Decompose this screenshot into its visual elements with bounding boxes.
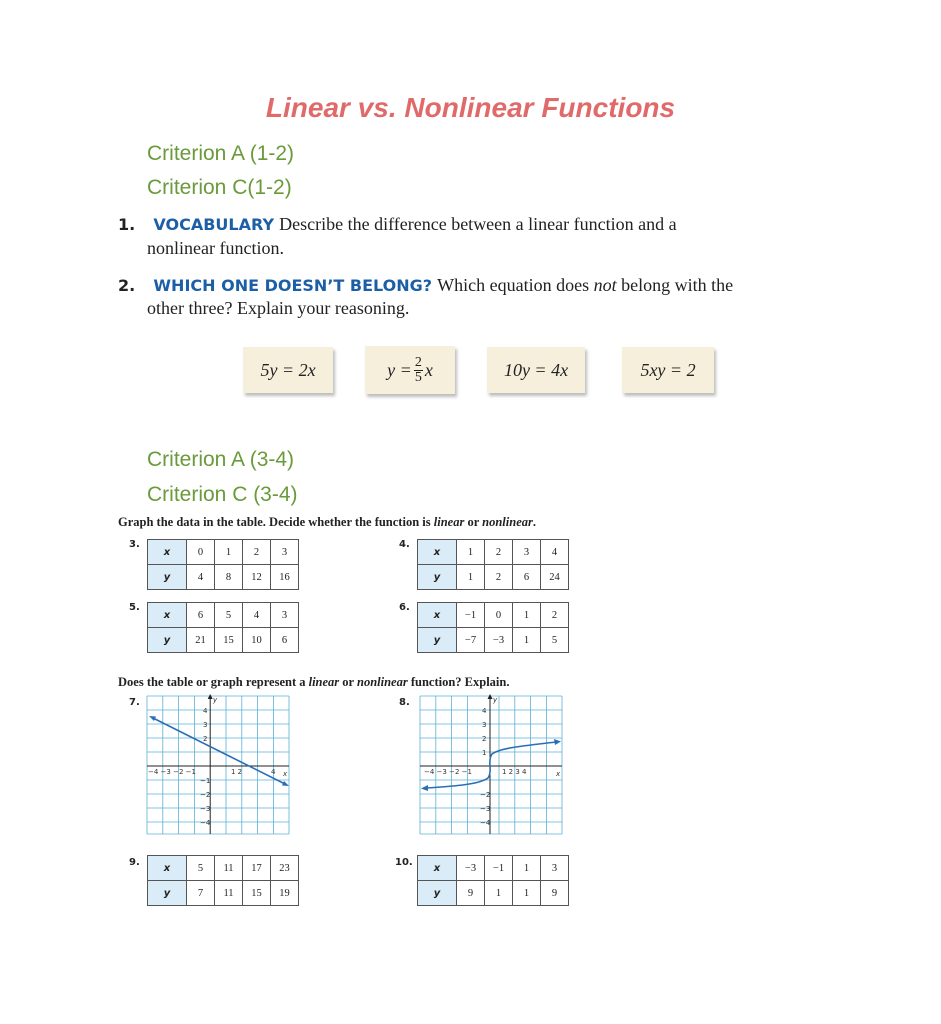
table-cell: 4: [187, 565, 215, 590]
table-cell: 2: [541, 603, 569, 628]
table-row-y: [418, 628, 569, 653]
problem-number: 7.: [129, 697, 140, 708]
table-cell: 3: [271, 603, 299, 628]
question-2-text-line2: other three? Explain your reasoning.: [147, 298, 410, 318]
table-cell: −1: [485, 856, 513, 881]
table-cell: 1: [457, 565, 485, 590]
page-title: Linear vs. Nonlinear Functions: [265, 92, 676, 123]
table-header: y: [418, 628, 457, 653]
table-cell: 1: [513, 881, 541, 906]
table-cell: 6: [187, 603, 215, 628]
table-cell: 17: [243, 856, 271, 881]
table-row-y: [148, 628, 299, 653]
table-cell: 1: [215, 540, 243, 565]
instruction-text: function? Explain.: [407, 675, 510, 689]
problem-number: 4.: [399, 539, 410, 550]
instruction-text: Does the table or graph represent a: [118, 675, 309, 689]
question-text: Describe the difference between a linear function and a: [279, 214, 677, 234]
equation-box-1: [243, 347, 333, 393]
table-row-x: [148, 540, 299, 565]
y-axis-arrow-icon: [208, 694, 213, 699]
table-cell: 1: [457, 540, 485, 565]
instruction-emphasis: nonlinear: [482, 515, 533, 529]
y-tick-label: −4: [480, 819, 491, 827]
y-tick-label: −3: [480, 805, 491, 813]
problem-number: 3.: [129, 539, 140, 550]
fraction-numerator: 2: [414, 354, 422, 370]
problem-number: 5.: [129, 602, 140, 613]
graph-8: [418, 694, 564, 836]
table-row-x: [148, 856, 299, 881]
xy-table-4: [417, 539, 569, 590]
y-tick-label: 1: [482, 749, 487, 757]
x-tick-labels-positive: 1 2 3 4: [502, 768, 527, 776]
table-cell: −3: [457, 856, 485, 881]
criterion-a-label: Criterion A (1-2): [147, 142, 295, 165]
x-tick-label-end: 4: [271, 768, 276, 776]
problem-number: 9.: [129, 857, 140, 868]
y-tick-label: −1: [200, 777, 211, 785]
table-header: x: [148, 540, 187, 565]
axis-label-x: x: [283, 770, 288, 778]
table-cell: 16: [271, 565, 299, 590]
criterion-c-label-2: Criterion C (3-4): [147, 483, 298, 506]
table-cell: 1: [485, 881, 513, 906]
axis-label-y: y: [213, 696, 218, 704]
instruction-graph-data: [118, 515, 536, 530]
question-heading: WHICH ONE DOESN’T BELONG?: [153, 276, 433, 295]
instruction-emphasis: nonlinear: [357, 675, 408, 689]
instruction-text: or: [464, 515, 483, 529]
fraction-denominator: 5: [414, 369, 422, 385]
table-row-y: [418, 881, 569, 906]
table-header: x: [148, 856, 187, 881]
xy-table-5: [147, 602, 299, 653]
equation-lhs: y =: [387, 359, 412, 380]
question-number: 2.: [118, 276, 136, 295]
x-tick-labels-negative: −4 −3 −2 −1: [148, 768, 196, 776]
question-text-emphasis: not: [593, 275, 617, 295]
grid-lines: [420, 696, 562, 834]
xy-table-6: [417, 602, 569, 653]
y-tick-label: 4: [482, 707, 487, 715]
table-row-x: [418, 540, 569, 565]
table-cell: 1: [513, 856, 541, 881]
equation-text: 10y = 4x: [503, 359, 569, 380]
table-cell: 11: [215, 856, 243, 881]
graph-7: [145, 694, 291, 836]
table-cell: 23: [271, 856, 299, 881]
equation-box-2: [365, 346, 455, 394]
table-row-x: [418, 856, 569, 881]
table-cell: 7: [187, 881, 215, 906]
xy-table-3: [147, 539, 299, 590]
table-cell: −3: [485, 628, 513, 653]
table-cell: 0: [187, 540, 215, 565]
table-cell: 5: [187, 856, 215, 881]
table-cell: 2: [485, 540, 513, 565]
question-text: Which equation does: [437, 275, 594, 295]
problem-number: 10.: [395, 857, 413, 868]
question-2: [118, 275, 818, 296]
equation-box-3: [487, 347, 585, 393]
table-row-y: [418, 565, 569, 590]
table-cell: 24: [541, 565, 569, 590]
equation-box-4: [622, 347, 714, 393]
x-tick-labels-positive: 1 2: [231, 768, 243, 776]
problem-number: 8.: [399, 697, 410, 708]
table-cell: 4: [243, 603, 271, 628]
table-cell: 5: [215, 603, 243, 628]
y-axis-arrow-icon: [488, 694, 493, 699]
fraction: [414, 356, 423, 385]
axis-label-x: x: [556, 770, 561, 778]
table-cell: 1: [513, 603, 541, 628]
y-tick-label: 3: [203, 721, 208, 729]
line-arrow-right-icon: [282, 781, 289, 786]
xy-table-9: [147, 855, 299, 906]
question-1: [118, 214, 798, 235]
table-cell: 9: [457, 881, 485, 906]
table-cell: 21: [187, 628, 215, 653]
table-row-x: [418, 603, 569, 628]
table-row-y: [148, 881, 299, 906]
y-tick-label: −3: [200, 805, 211, 813]
y-tick-label: 4: [203, 707, 208, 715]
y-tick-label: −4: [200, 819, 211, 827]
table-header: x: [418, 603, 457, 628]
instruction-emphasis: linear: [433, 515, 465, 529]
table-cell: −7: [457, 628, 485, 653]
table-cell: 10: [243, 628, 271, 653]
instruction-text: .: [532, 515, 536, 529]
function-curve: [426, 742, 556, 788]
table-cell: 15: [215, 628, 243, 653]
table-header: y: [418, 881, 457, 906]
problem-number: 6.: [399, 602, 410, 613]
table-cell: 12: [243, 565, 271, 590]
axes: [420, 698, 562, 834]
y-tick-label: 2: [482, 735, 487, 743]
table-cell: 0: [485, 603, 513, 628]
table-cell: 2: [485, 565, 513, 590]
table-cell: 9: [541, 881, 569, 906]
table-header: y: [148, 628, 187, 653]
equation-text: 5xy = 2: [640, 359, 696, 380]
table-cell: 3: [541, 856, 569, 881]
table-row-y: [148, 565, 299, 590]
table-header: x: [418, 856, 457, 881]
equation-var: x: [424, 359, 433, 380]
instruction-text: Graph the data in the table. Decide whether the function is: [118, 515, 434, 529]
criterion-a-label-2: Criterion A (3-4): [147, 448, 295, 471]
question-heading: VOCABULARY: [153, 215, 275, 234]
axes: [147, 698, 289, 834]
line-arrow-left-icon: [149, 716, 156, 721]
equation-text: 5y = 2x: [260, 359, 316, 380]
grid-lines: [147, 696, 289, 834]
criterion-c-label: Criterion C(1-2): [147, 176, 292, 199]
xy-table-10: [417, 855, 569, 906]
table-cell: 3: [271, 540, 299, 565]
table-cell: 2: [243, 540, 271, 565]
table-cell: 6: [513, 565, 541, 590]
y-tick-label: −2: [480, 791, 491, 799]
table-cell: 5: [541, 628, 569, 653]
table-header: y: [418, 565, 457, 590]
table-header: x: [418, 540, 457, 565]
y-tick-label: 2: [203, 735, 208, 743]
table-row-x: [148, 603, 299, 628]
table-cell: 11: [215, 881, 243, 906]
table-header: x: [148, 603, 187, 628]
question-number: 1.: [118, 215, 136, 234]
y-tick-label: 3: [482, 721, 487, 729]
table-cell: −1: [457, 603, 485, 628]
question-1-text-line2: nonlinear function.: [147, 238, 284, 258]
instruction-emphasis: linear: [308, 675, 340, 689]
x-tick-labels-negative: −4 −3 −2 −1: [424, 768, 472, 776]
curve-arrow-right-icon: [554, 739, 561, 745]
table-cell: 8: [215, 565, 243, 590]
table-header: y: [148, 565, 187, 590]
table-cell: 15: [243, 881, 271, 906]
table-cell: 4: [541, 540, 569, 565]
instruction-text: or: [339, 675, 357, 689]
instruction-table-or-graph: [118, 675, 509, 690]
curve-arrow-left-icon: [421, 785, 428, 791]
table-cell: 3: [513, 540, 541, 565]
question-text: belong with the: [616, 275, 734, 295]
y-tick-label: −2: [200, 791, 211, 799]
table-cell: 19: [271, 881, 299, 906]
table-cell: 6: [271, 628, 299, 653]
table-header: y: [148, 881, 187, 906]
axis-label-y: y: [493, 696, 498, 704]
table-cell: 1: [513, 628, 541, 653]
